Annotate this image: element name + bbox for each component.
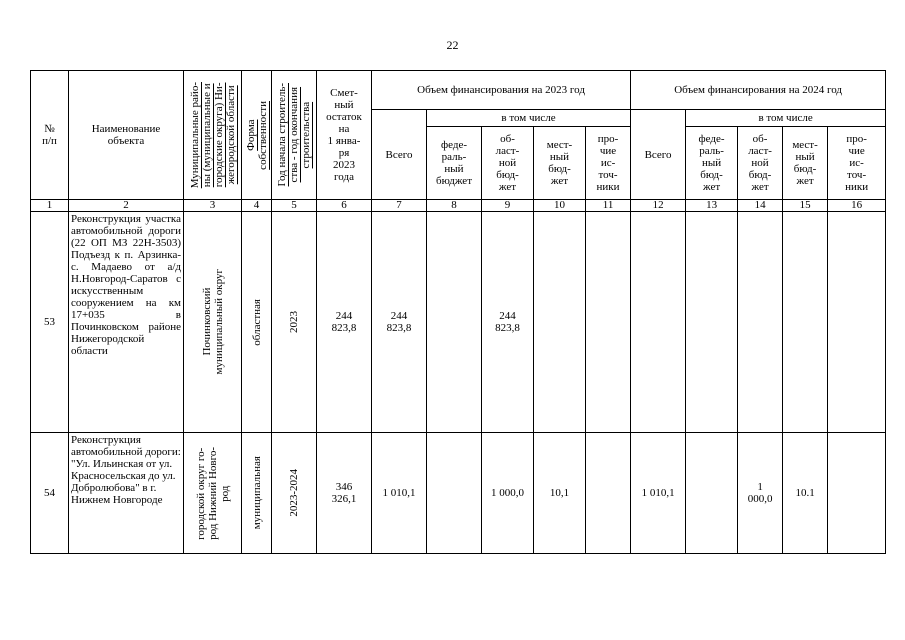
row-total-2023: 244 823,8 <box>372 212 427 433</box>
column-number-row <box>31 200 886 212</box>
page-number: 22 <box>446 38 459 52</box>
row-no: 53 <box>31 212 69 433</box>
table-row <box>31 212 886 433</box>
column-number: 2 <box>69 200 184 212</box>
header-district-text: Муниципальные райо- ны (муниципальные и городские округа) Ни- жегородской области <box>188 81 237 189</box>
header-years <box>272 71 317 200</box>
row-regional-2024 <box>738 212 783 433</box>
column-number: 7 <box>372 200 427 212</box>
row-years-text: 2023-2024 <box>288 469 300 517</box>
row-other-2023 <box>586 433 631 554</box>
financing-table <box>30 70 886 554</box>
row-local-2023 <box>534 212 586 433</box>
row-years-text: 2023 <box>288 311 300 333</box>
table-row <box>31 433 886 554</box>
header-fin-2023: Объем финансирования на 2023 год <box>372 71 631 110</box>
row-federal-2023 <box>427 433 482 554</box>
header-name: Наименование объекта <box>69 71 184 200</box>
header-federal-2024: феде- раль- ный бюд- жет <box>686 127 738 200</box>
row-balance: 244 823,8 <box>317 212 372 433</box>
column-number: 10 <box>534 200 586 212</box>
column-number: 15 <box>783 200 828 212</box>
row-ownership <box>242 212 272 433</box>
row-federal-2023 <box>427 212 482 433</box>
column-number: 14 <box>738 200 783 212</box>
row-years <box>272 212 317 433</box>
column-number: 11 <box>586 200 631 212</box>
row-other-2024 <box>828 433 886 554</box>
row-federal-2024 <box>686 212 738 433</box>
header-ownership-text: Форма собственности <box>244 100 269 170</box>
header-balance: Смет- ный остаток на 1 янва- ря 2023 года <box>317 71 372 200</box>
row-total-2023: 1 010,1 <box>372 433 427 554</box>
column-number: 16 <box>828 200 886 212</box>
header-total-2024: Всего <box>631 110 686 200</box>
header-district <box>184 71 242 200</box>
row-local-2023: 10,1 <box>534 433 586 554</box>
row-balance: 346 326,1 <box>317 433 372 554</box>
row-years <box>272 433 317 554</box>
header-years-text: Год начала строитель- ства - год окончания строительства <box>276 83 312 187</box>
column-number: 3 <box>184 200 242 212</box>
row-local-2024: 10.1 <box>783 433 828 554</box>
header-federal-2023: феде- раль- ный бюджет <box>427 127 482 200</box>
header-other-2023: про- чие ис- точ- ники <box>586 127 631 200</box>
row-ownership <box>242 433 272 554</box>
column-number: 13 <box>686 200 738 212</box>
row-ownership-text: муниципальная <box>250 456 263 530</box>
column-number: 5 <box>272 200 317 212</box>
header-local-2023: мест- ный бюд- жет <box>534 127 586 200</box>
column-number: 8 <box>427 200 482 212</box>
column-number: 1 <box>31 200 69 212</box>
row-regional-2024: 1 000,0 <box>738 433 783 554</box>
row-district <box>184 212 242 433</box>
row-no: 54 <box>31 433 69 554</box>
header-incl-2023: в том числе <box>427 110 631 127</box>
row-federal-2024 <box>686 433 738 554</box>
row-regional-2023: 244 823,8 <box>482 212 534 433</box>
header-fin-2024: Объем финансирования на 2024 год <box>631 71 886 110</box>
row-other-2024 <box>828 212 886 433</box>
header-ownership <box>242 71 272 200</box>
row-regional-2023: 1 000,0 <box>482 433 534 554</box>
row-local-2024 <box>783 212 828 433</box>
header-total-2023: Всего <box>372 110 427 200</box>
row-name: Реконструкция автомобильной дороги: "Ул. Ильинская от ул. Красносельская до ул. Добролюбова" в г. Нижнем Новгороде <box>69 433 184 554</box>
row-ownership-text: областная <box>250 298 263 346</box>
row-district <box>184 433 242 554</box>
row-other-2023 <box>586 212 631 433</box>
header-other-2024: про- чие ис- точ- ники <box>828 127 886 200</box>
header-regional-2023: об- ласт- ной бюд- жет <box>482 127 534 200</box>
row-total-2024 <box>631 212 686 433</box>
column-number: 6 <box>317 200 372 212</box>
row-district-text: Починковский муниципальный округ <box>200 269 225 375</box>
column-number: 9 <box>482 200 534 212</box>
header-incl-2024: в том числе <box>686 110 886 127</box>
header-local-2024: мест- ный бюд- жет <box>783 127 828 200</box>
header-regional-2024: об- ласт- ной бюд- жет <box>738 127 783 200</box>
row-name: Реконструкция участка автомобильной дороги (22 ОП МЗ 22Н-3503) Подъезд к п. Арзинка-с. Мадаево от а/д Н.Новгород-Саратов с искусственным сооружением на км 17+035 в Починковском районе Нижегородской области <box>69 212 184 433</box>
row-district-text: городской округ го- род Нижний Новго- род <box>194 446 231 540</box>
column-number: 12 <box>631 200 686 212</box>
row-total-2024: 1 010,1 <box>631 433 686 554</box>
header-no: № п/п <box>31 71 69 200</box>
column-number: 4 <box>242 200 272 212</box>
